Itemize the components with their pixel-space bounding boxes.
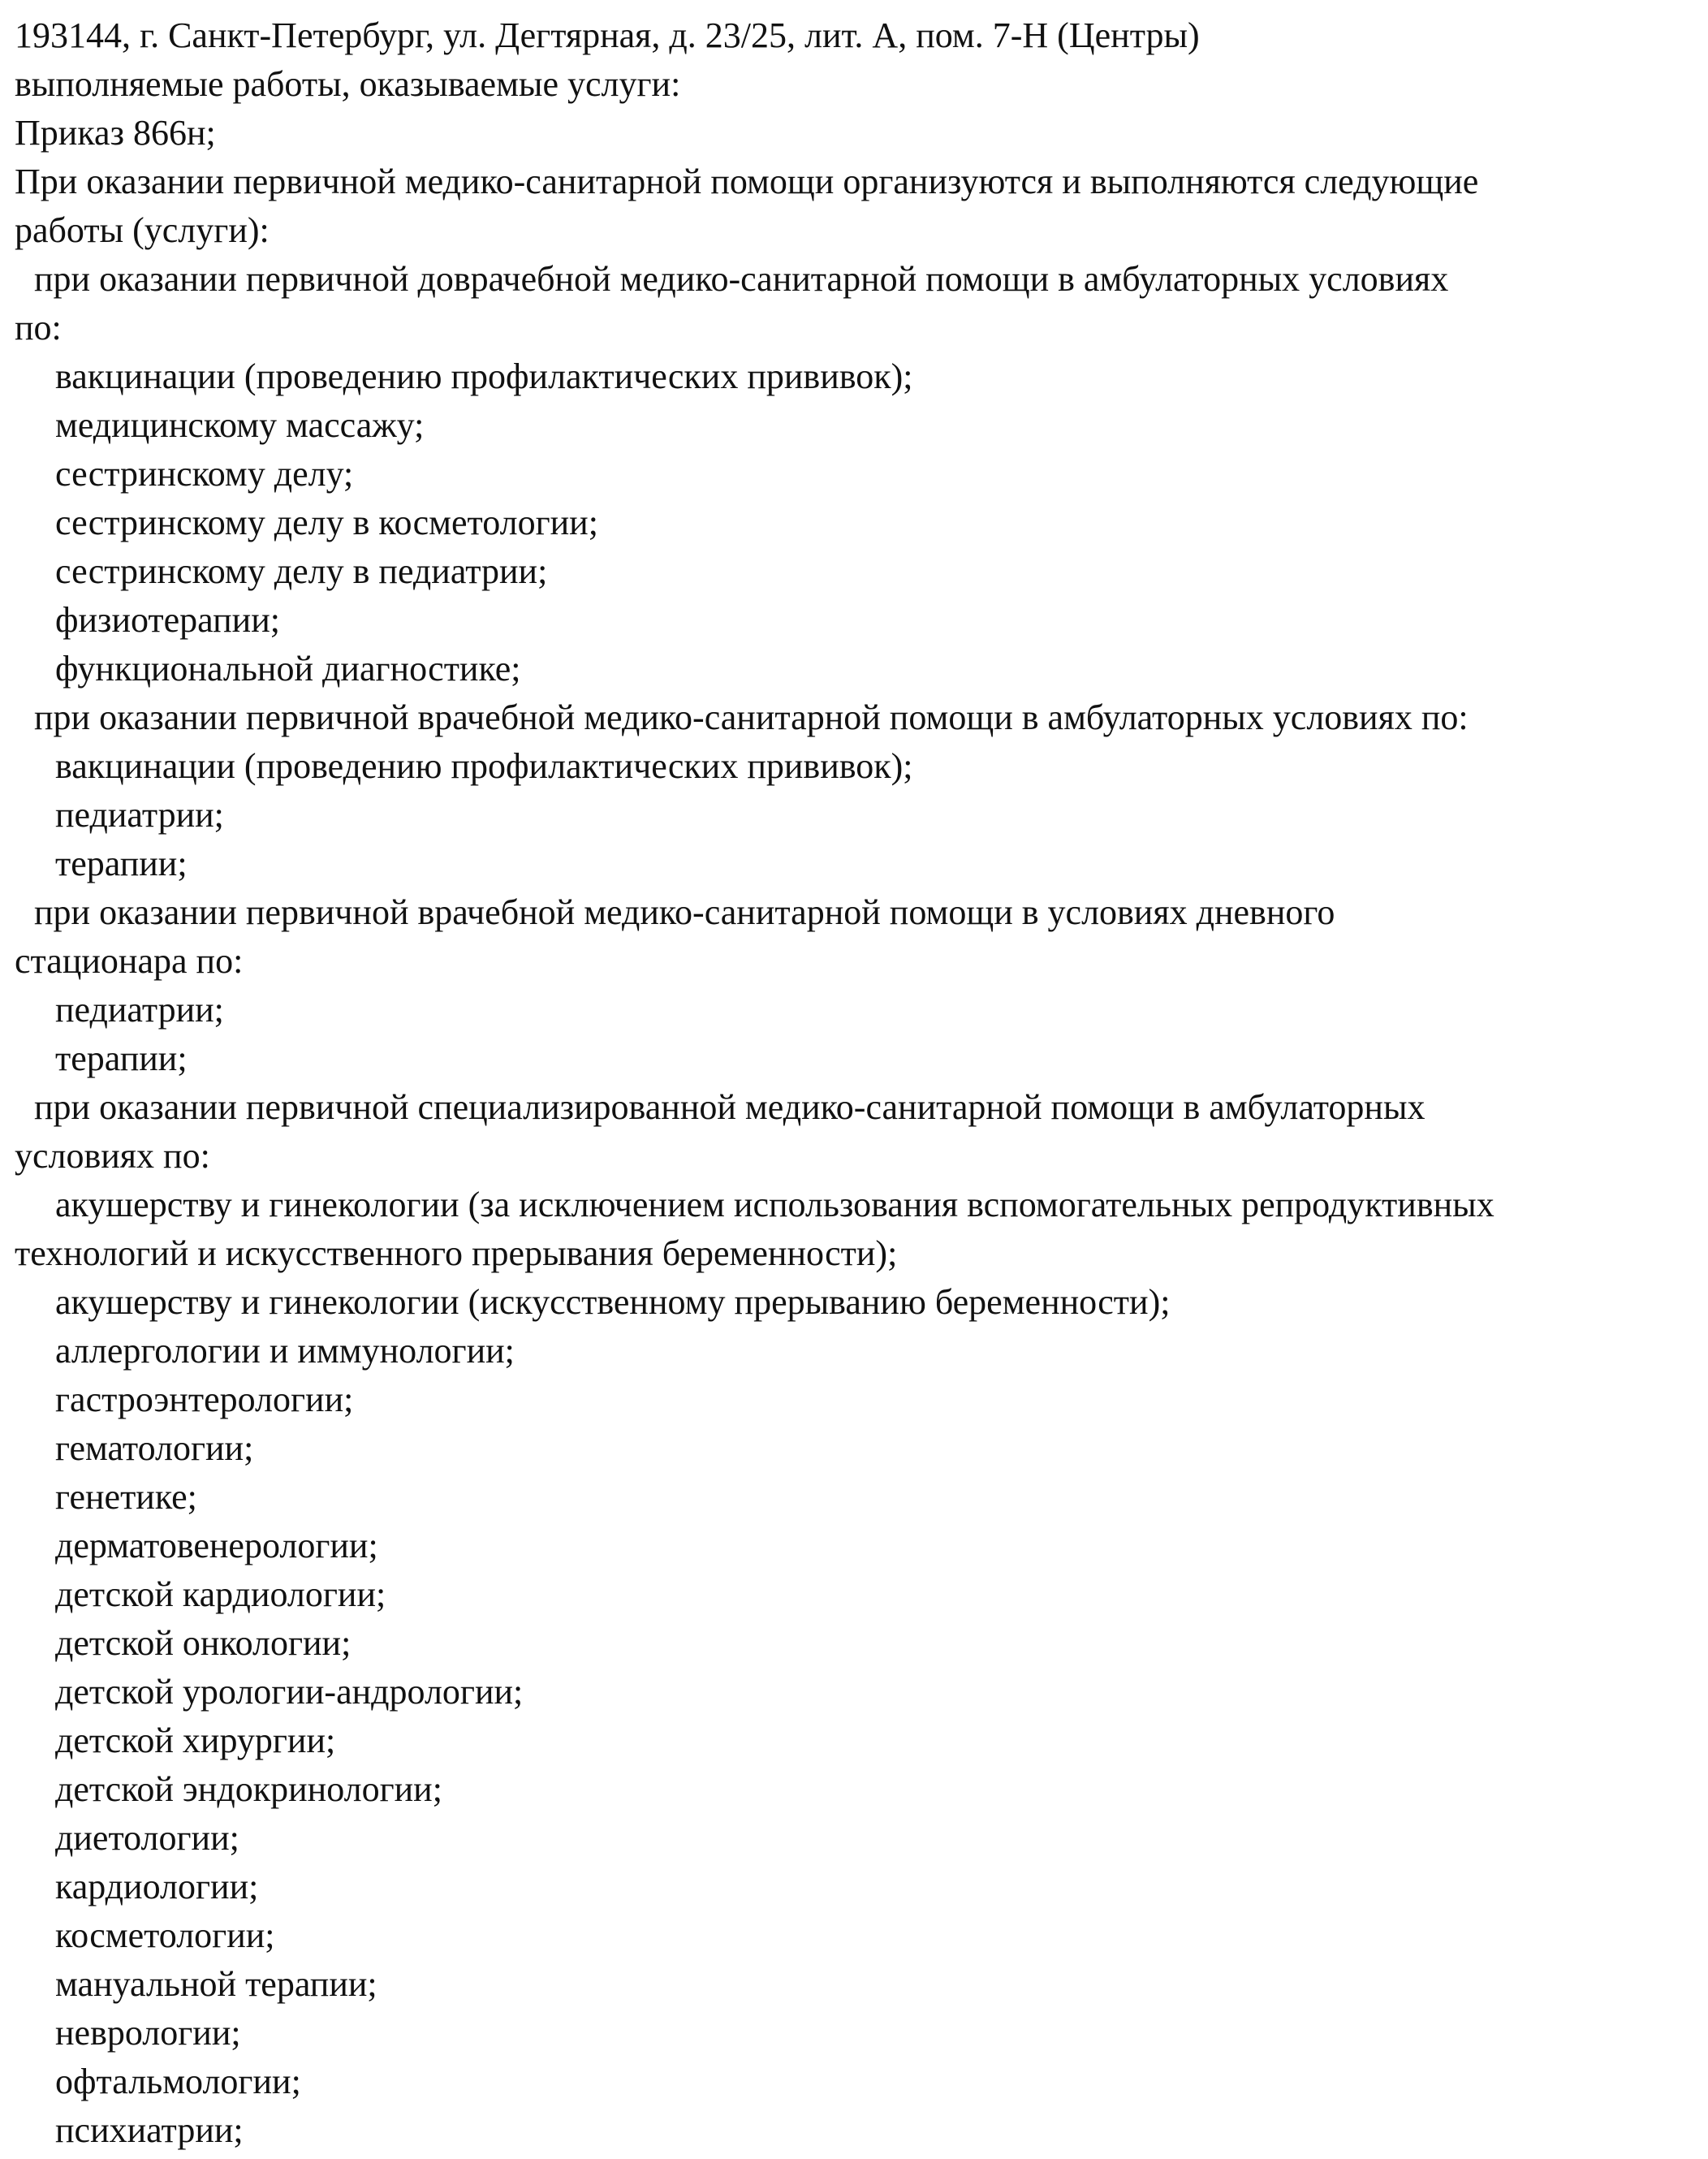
document-line: При оказании первичной медико-санитарной помощи организуются и выполняются следующие xyxy=(15,162,1479,201)
document-line: кардиологии; xyxy=(55,1867,259,1906)
document-line: детской хирургии; xyxy=(55,1721,336,1760)
document-line: при оказании первичной врачебной медико-санитарной помощи в условиях дневного xyxy=(34,892,1335,932)
document-line: аллергологии и иммунологии; xyxy=(55,1331,515,1371)
document-line: при оказании первичной доврачебной медико-санитарной помощи в амбулаторных условиях xyxy=(34,259,1449,299)
document-line: 193144, г. Санкт-Петербург, ул. Дегтярная, д. 23/25, лит. А, пом. 7-Н (Центры) xyxy=(15,15,1200,55)
document-line: Приказ 866н; xyxy=(15,113,216,153)
document-line: условиях по: xyxy=(15,1136,210,1176)
document-line: детской эндокринологии; xyxy=(55,1769,442,1809)
document-line: неврологии; xyxy=(55,2013,241,2053)
document-line: педиатрии; xyxy=(55,795,224,835)
document-line: детской онкологии; xyxy=(55,1623,352,1663)
document-line: дерматовенерологии; xyxy=(55,1526,378,1565)
document-line: гастроэнтерологии; xyxy=(55,1380,354,1419)
document-line: психиатрии; xyxy=(55,2110,244,2150)
document-line: генетике; xyxy=(55,1477,197,1517)
document-line: диетологии; xyxy=(55,1818,239,1858)
document-line: физиотерапии; xyxy=(55,600,280,640)
document-line: детской кардиологии; xyxy=(55,1574,386,1614)
document-line: детской урологии-андрологии; xyxy=(55,1672,524,1712)
document-line: выполняемые работы, оказываемые услуги: xyxy=(15,64,681,104)
document-text xyxy=(15,11,1708,2155)
document-line: косметологии; xyxy=(55,1915,275,1955)
document-line: сестринскому делу; xyxy=(55,454,354,494)
document-line: медицинскому массажу; xyxy=(55,405,425,445)
document-line: технологий и искусственного прерывания беременности); xyxy=(15,1233,898,1273)
document-line: мануальной терапии; xyxy=(55,1964,377,2004)
document-line: стационара по: xyxy=(15,941,244,981)
document-line: функциональной диагностике; xyxy=(55,649,521,689)
document-line: акушерству и гинекологии (искусственному прерыванию беременности); xyxy=(55,1282,1171,1322)
document-line: педиатрии; xyxy=(55,990,224,1030)
document-line: при оказании первичной врачебной медико-санитарной помощи в амбулаторных условиях по: xyxy=(34,697,1469,737)
document-line: вакцинации (проведению профилактических прививок); xyxy=(55,746,913,786)
document-line: работы (услуги): xyxy=(15,210,270,250)
document-line: сестринскому делу в педиатрии; xyxy=(55,551,548,591)
document-line: акушерству и гинекологии (за исключением использования вспомогательных репродуктивных xyxy=(55,1185,1494,1224)
document-line: вакцинации (проведению профилактических прививок); xyxy=(55,356,913,396)
document-line: при оказании первичной специализированной медико-санитарной помощи в амбулаторных xyxy=(34,1087,1425,1127)
document-line: по: xyxy=(15,308,62,348)
document-line: сестринскому делу в косметологии; xyxy=(55,503,598,542)
document-line: терапии; xyxy=(55,1038,188,1078)
document-line: терапии; xyxy=(55,844,188,883)
document-line: гематологии; xyxy=(55,1428,254,1468)
document-line: офтальмологии; xyxy=(55,2062,301,2101)
